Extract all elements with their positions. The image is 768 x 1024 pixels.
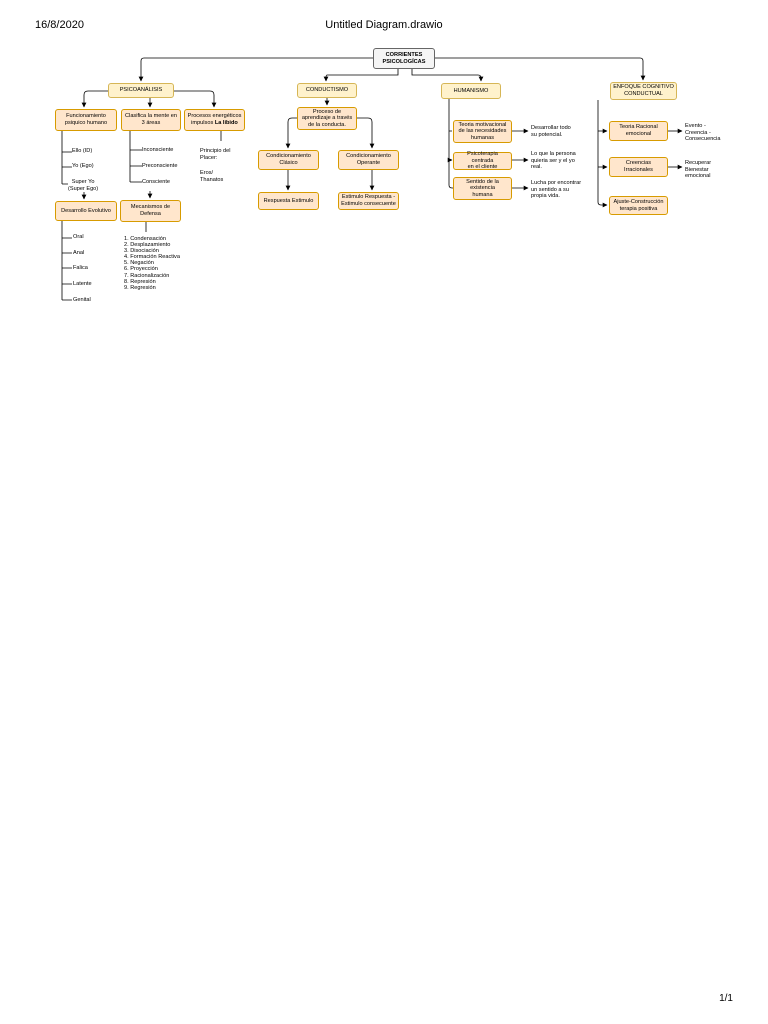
label-superyo: Super Yo (Super Ego) bbox=[68, 179, 99, 192]
edge-cognit-ajuste bbox=[598, 100, 607, 205]
node-teoria-racional[interactable]: Teoria Racional emocional bbox=[609, 121, 668, 141]
label-consciente: Consciente bbox=[142, 179, 170, 185]
node-estimulo-respuesta[interactable]: Estimulo Respuesta - Estimulo consecuente bbox=[338, 192, 399, 210]
note-evento: Evento - Creencia - Consecuencia bbox=[685, 123, 721, 143]
page-number: 1/1 bbox=[719, 993, 733, 1004]
label-genital: Genital bbox=[73, 297, 91, 303]
edge-root-cognit bbox=[435, 58, 643, 80]
node-conductismo[interactable]: CONDUCTISMO bbox=[297, 83, 357, 98]
node-psicoterapia[interactable]: Psicoterapia centrada en el cliente bbox=[453, 152, 512, 170]
node-mecanismos[interactable]: Mecanismos de Defensa bbox=[120, 200, 181, 222]
node-desarrollo-evolutivo[interactable]: Desarrollo Evolutivo bbox=[55, 201, 117, 221]
node-procesos[interactable]: Procesos energéticos impulsos La libido bbox=[184, 109, 245, 131]
document-title: Untitled Diagram.drawio bbox=[325, 19, 443, 31]
label-ello: Ello (ID) bbox=[72, 148, 93, 154]
print-date: 16/8/2020 bbox=[35, 19, 84, 31]
label-eros: Eros/ Thanatos bbox=[200, 170, 224, 183]
label-latente: Latente bbox=[73, 281, 92, 287]
node-corrientes[interactable]: CORRIENTES PSICOLOGÍCAS bbox=[373, 48, 435, 69]
label-oral: Oral bbox=[73, 234, 84, 240]
note-recuperar: Recuperar Bienestar emocional bbox=[685, 160, 712, 180]
node-humanismo[interactable]: HUMANISMO bbox=[441, 83, 501, 99]
node-sentido-existencia[interactable]: Sentido de la existencia humana bbox=[453, 177, 512, 200]
edge-root-human bbox=[412, 69, 481, 81]
edge-root-psico bbox=[141, 58, 373, 81]
note-lucha: Lucha por encontrar un sentido a su propia vida. bbox=[531, 180, 582, 200]
edge-func-items bbox=[62, 131, 72, 184]
node-funcionamiento[interactable]: Funcionamiento psiquico humano bbox=[55, 109, 117, 131]
edge-psico-funcionamiento bbox=[84, 91, 108, 107]
node-enfoque-cognitivo[interactable]: ENFOQUE COGNITIVO CONDUCTUAL bbox=[610, 82, 677, 100]
note-persona: Lo que la persona quieria ser y el yo real. bbox=[531, 151, 576, 171]
node-psicoanalisis[interactable]: PSICOANÁLISIS bbox=[108, 83, 174, 98]
node-condicionamiento-clasico[interactable]: Condicionamiento Clásico bbox=[258, 150, 319, 170]
label-principio: Principio del Placer: bbox=[200, 148, 231, 161]
node-ajuste[interactable]: Ajuste-Construcción terapia positiva bbox=[609, 196, 668, 215]
edge-clasifica-areas bbox=[130, 131, 142, 182]
label-falica: Falica bbox=[73, 265, 88, 271]
edge-desarrollo-etapas bbox=[62, 221, 72, 300]
label-yo: Yo (Ego) bbox=[72, 163, 94, 169]
label-inconsciente: Inconsciente bbox=[142, 147, 174, 153]
node-creencias[interactable]: Creencias Irracionales bbox=[609, 157, 668, 177]
note-desarrollar: Desarrollar todo su potencial. bbox=[531, 125, 571, 138]
list-mecanismos: 1. Condensación 2. Desplazamiento 3. Disociación 4. Formación Reactiva 5. Negación 6. Proyección 7. Racionalización 8. Represión 9. Regresión bbox=[124, 236, 180, 291]
edge-root-conduct bbox=[326, 69, 398, 81]
label-anal: Anal bbox=[73, 250, 85, 256]
edge-psico-procesos bbox=[174, 91, 214, 107]
edge-proceso-clasico bbox=[288, 118, 297, 148]
edge-proceso-operante bbox=[357, 118, 372, 148]
node-clasifica[interactable]: Clasifica la mente en 3 áreas bbox=[121, 109, 181, 131]
node-proceso-aprendizaje[interactable]: Proceso de aprendizaje a través de la conducta. bbox=[297, 107, 357, 130]
node-teoria-motivacional[interactable]: Teoria motivacional de las necesidades humanas bbox=[453, 120, 512, 143]
node-respuesta-estimulo[interactable]: Respuesta Estimulo bbox=[258, 192, 319, 210]
node-condicionamiento-operante[interactable]: Condicionamiento Operante bbox=[338, 150, 399, 170]
edge-human-teoria bbox=[449, 99, 454, 188]
label-preconsciente: Preconsciente bbox=[142, 163, 178, 169]
